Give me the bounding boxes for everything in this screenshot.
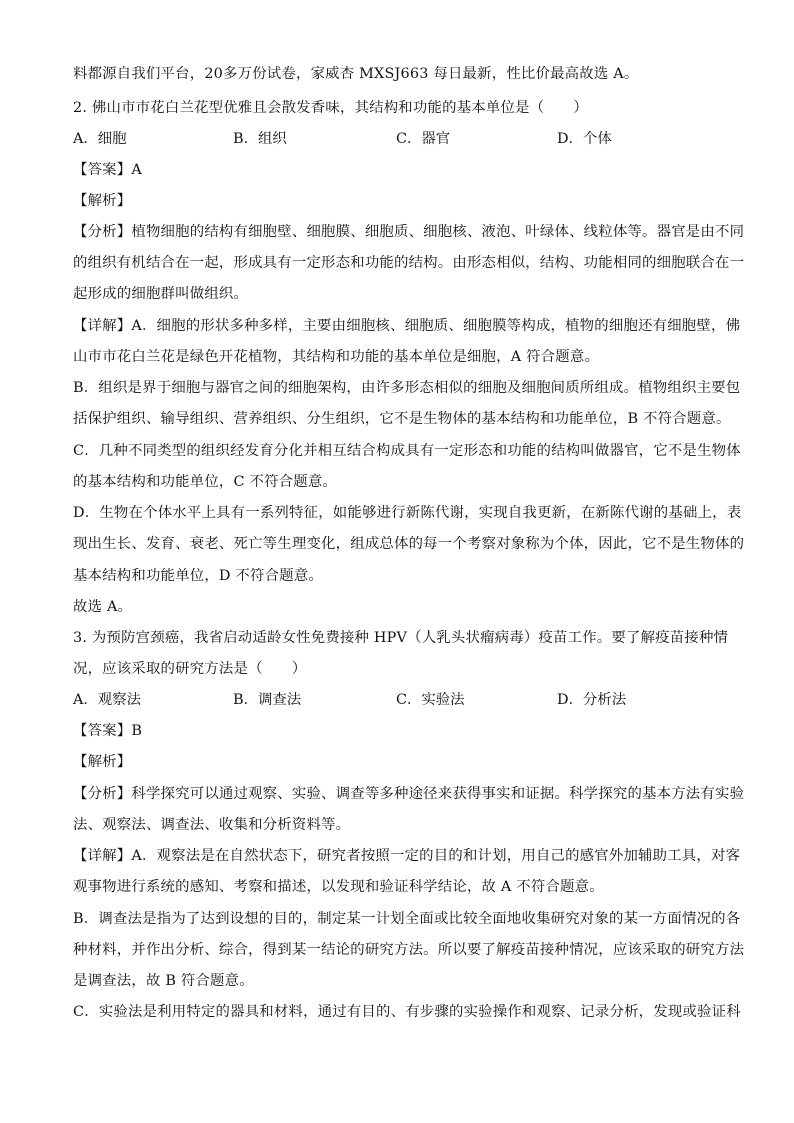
detail-text: 【详解】A．观察法是在自然状态下，研究者按照一定的目的和计划，用自己的感官外加辅助工具，对客 xyxy=(73,848,741,864)
detail-text: D．生物在个体水平上具有一系列特征，如能够进行新陈代谢，实现自我更新，在新陈代谢的基础上，表 xyxy=(73,505,742,521)
detail-text: 【详解】A．细胞的形状多种多样，主要由细胞核、细胞质、细胞膜等构成，植物的细胞还有细胞壁，佛 xyxy=(73,318,741,334)
detail-text: C．几种不同类型的组织经发育分化并相互结合构成具有一定形态和功能的结构叫做器官，它不是生物体 xyxy=(73,443,741,459)
option-d: D．个体 xyxy=(557,131,612,147)
detail-text: 括保护组织、输导组织、营养组织、分生组织，它不是生物体的基本结构和功能单位，B 不符合题意。 xyxy=(73,411,731,427)
option-a: A．观察法 xyxy=(73,692,141,708)
detail-text: 山市市花白兰花是绿色开花植物，其结构和功能的基本单位是细胞，A 符合题意。 xyxy=(73,349,600,365)
option-b: B．调查法 xyxy=(233,692,302,708)
analysis-text: 的组织有机结合在一起，形成具有一定形态和功能的结构。由形态相似，结构、功能相同的细胞联合在一 xyxy=(73,255,745,271)
analysis-heading: 【解析】 xyxy=(73,193,132,209)
question-2-stem: 2. 佛山市市花白兰花型优雅且会散发香味，其结构和功能的基本单位是（ ） xyxy=(73,100,588,116)
detail-text: 种材料，并作出分析、综合，得到某一结论的研究方法。所以要了解疫苗接种情况，应该采取的研究方法 xyxy=(73,942,745,958)
question-3-stem: 况，应该采取的研究方法是（ ） xyxy=(73,661,307,677)
detail-text: 观事物进行系统的感知、考察和描述，以发现和验证科学结论，故 A 不符合题意。 xyxy=(73,879,604,895)
detail-text: 是调查法，故 B 符合题意。 xyxy=(73,973,254,989)
analysis-text: 【分析】植物细胞的结构有细胞壁、细胞膜、细胞质、细胞核、液泡、叶绿体、线粒体等。器官是由不同 xyxy=(73,224,745,240)
option-c: C．器官 xyxy=(396,131,451,147)
text-line: 料都源自我们平台，20多万份试卷，家威杏 MXSJ663 每日最新，性比价最高故选 A。 xyxy=(73,66,639,82)
option-d: D．分析法 xyxy=(557,692,627,708)
answer-label: 【答案】A xyxy=(73,162,142,178)
detail-text: 现出生长、发育、衰老、死亡等生理变化，组成总体的每一个考察对象称为个体，因此，它不是生物体的 xyxy=(73,536,745,552)
detail-text: 的基本结构和功能单位，C 不符合题意。 xyxy=(73,474,338,490)
option-b: B．组织 xyxy=(233,131,287,147)
analysis-text: 【分析】科学探究可以通过观察、实验、调查等多种途径来获得事实和证据。科学探究的基本方法有实验 xyxy=(73,786,745,802)
question-3-options xyxy=(73,690,723,710)
answer-label: 【答案】B xyxy=(73,723,143,739)
detail-text: C．实验法是利用特定的器具和材料，通过有目的、有步骤的实验操作和观察、记录分析，发现或验证科 xyxy=(73,1004,741,1020)
detail-text: B．调查法是指为了达到设想的目的，制定某一计划全面或比较全面地收集研究对象的某一方面情况的各 xyxy=(73,911,741,927)
analysis-text: 法、观察法、调查法、收集和分析资料等。 xyxy=(73,817,351,833)
option-a: A．细胞 xyxy=(73,131,127,147)
question-2-options xyxy=(73,129,723,149)
question-3-stem: 3. 为预防宫颈癌，我省启动适龄女性免费接种 HPV（人乳头状瘤病毒）疫苗工作。要了解疫苗接种情 xyxy=(73,630,729,646)
detail-text: B．组织是界于细胞与器官之间的细胞架构，由许多形态相似的细胞及细胞间质所组成。植物组织主要包 xyxy=(73,380,741,396)
conclusion-text: 故选 A。 xyxy=(73,599,133,615)
analysis-text: 起形成的细胞群叫做组织。 xyxy=(73,286,249,302)
analysis-heading: 【解析】 xyxy=(73,754,132,770)
option-c: C．实验法 xyxy=(396,692,465,708)
detail-text: 基本结构和功能单位，D 不符合题意。 xyxy=(73,568,323,584)
